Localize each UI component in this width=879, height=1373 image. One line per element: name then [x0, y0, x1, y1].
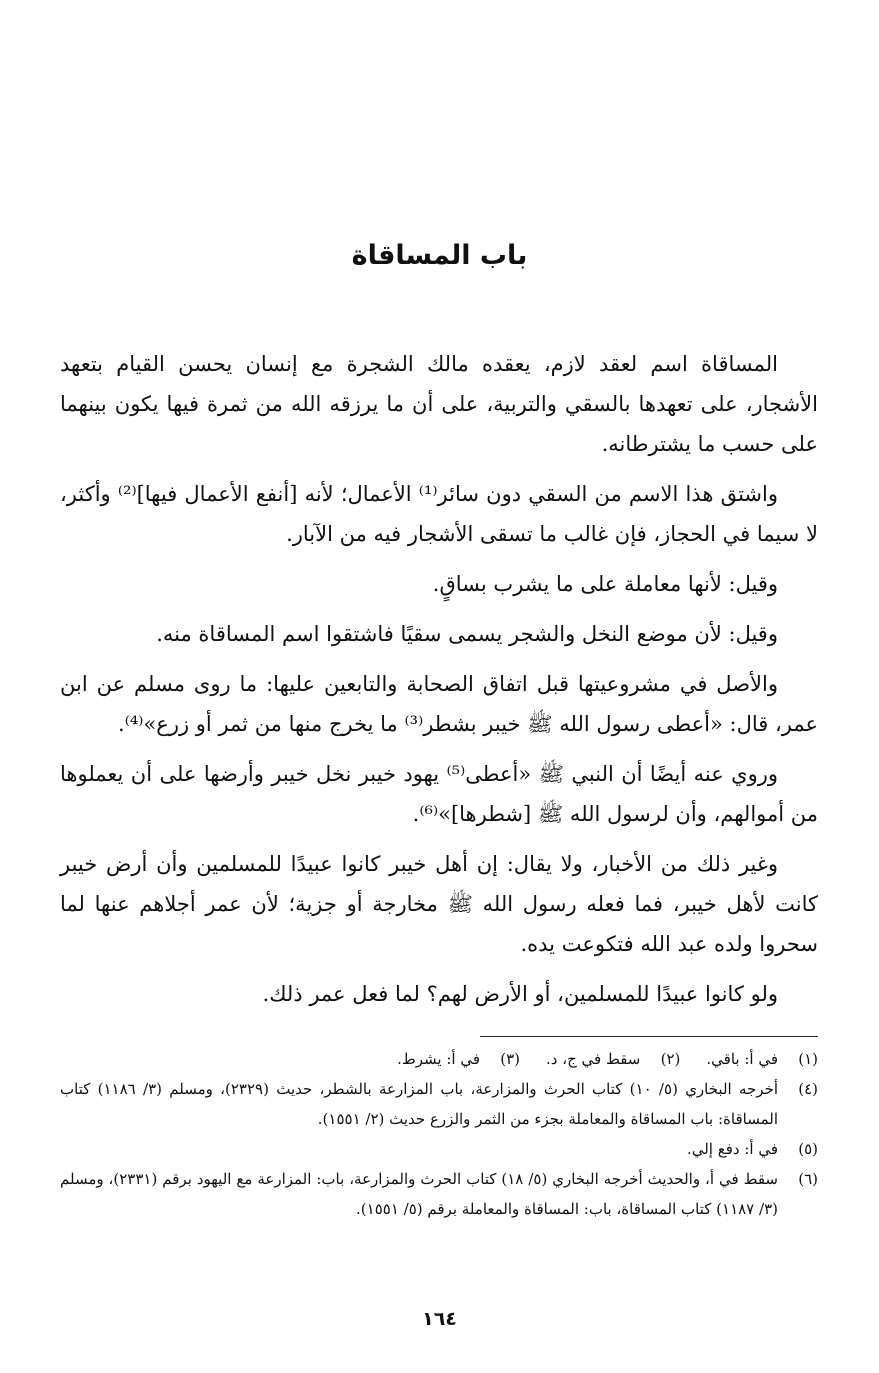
footnote-text: سقط في ج، د.	[546, 1050, 641, 1068]
footnote-number: (١)	[798, 1050, 818, 1068]
footnote-6	[60, 1164, 818, 1224]
footnote-5	[60, 1134, 818, 1164]
paragraph-definition: المساقاة اسم لعقد لازم، يعقده مالك الشجرة مع إنسان يحسن القيام بتعهد الأشجار، على تعهدها بالسقي والتربية، على أن ما يرزقه الله من ثمرة فيها يكون بينهما على حسب ما يشترطانه.	[60, 352, 818, 456]
footnote-1	[706, 1044, 818, 1074]
paragraph-objection: وغير ذلك من الأخبار، ولا يقال: إن أهل خيبر كانوا عبيدًا للمسلمين وأن أرض خيبر كانت لأهل خيبر، فما فعله رسول الله ﷺ مخارجة أو جزية؛ لأن عمر أجلاهم عنها لما سحروا ولده عبد الله فتكوعت يده.	[60, 852, 818, 956]
footnote-row-1-3	[60, 1044, 818, 1074]
paragraph-opinion-1: وقيل: لأنها معاملة على ما يشرب بساقٍ.	[432, 572, 778, 596]
footnotes	[60, 1044, 818, 1224]
footnote-divider	[480, 1036, 818, 1037]
paragraph-opinion-2: وقيل: لأن موضع النخل والشجر يسمى سقيًا فاشتقوا اسم المساقاة منه.	[156, 622, 778, 646]
paragraph-narration: وروي عنه أيضًا أن النبي ﷺ «أعطى⁽⁵⁾ يهود خيبر نخل خيبر وأرضها على أن يعملوها من أموالهم، وأن لرسول الله ﷺ [شطرها]»⁽⁶⁾.	[60, 762, 818, 826]
footnote-number: (٣)	[500, 1050, 521, 1068]
footnote-text: في أ: دفع إلي.	[686, 1140, 778, 1158]
chapter-title: باب المساقاة	[351, 240, 528, 271]
main-text	[60, 344, 818, 1024]
paragraph-conclusion: ولو كانوا عبيدًا للمسلمين، أو الأرض لهم؟ لما فعل عمر ذلك.	[262, 982, 778, 1006]
footnote-3	[397, 1044, 520, 1074]
paragraph-etymology: واشتق هذا الاسم من السقي دون سائر⁽¹⁾ الأعمال؛ لأنه [أنفع الأعمال فيها]⁽²⁾ وأكثر، لا سيما في الحجاز، فإن غالب ما تسقى الأشجار فيه من الآبار.	[60, 482, 818, 546]
footnote-number: (٢)	[660, 1050, 681, 1068]
footnote-number: (٥)	[798, 1140, 818, 1158]
footnote-text: أخرجه البخاري (٥/ ١٠) كتاب الحرث والمزارعة، باب المزارعة بالشطر، حديث (٢٣٢٩)، ومسلم (٣/ ١١٨٦) كتاب المساقاة: باب المساقاة والمعاملة بجزء من الثمر والزرع حديث (٢/ ١٥٥١).	[60, 1080, 779, 1128]
footnote-text: في أ: يشرط.	[397, 1050, 481, 1068]
footnote-number: (٦)	[798, 1170, 818, 1188]
footnote-number: (٤)	[798, 1080, 818, 1098]
page-number: ١٦٤	[422, 1308, 457, 1330]
footnote-text: سقط في أ، والحديث أخرجه البخاري (٥/ ١٨) كتاب الحرث والمزارعة، باب: المزارعة مع اليهود برقم (٢٣٣١)، ومسلم (٣/ ١١٨٧) كتاب المساقاة، باب: المساقاة والمعاملة برقم (٥/ ١٥٥١).	[60, 1170, 778, 1218]
paragraph-legitimacy: والأصل في مشروعيتها قبل اتفاق الصحابة والتابعين عليها: ما روى مسلم عن ابن عمر، قال: «أعطى رسول الله ﷺ خيبر بشطر⁽³⁾ ما يخرج منها من ثمر أو زرع»⁽⁴⁾.	[60, 672, 818, 736]
footnote-2	[546, 1044, 680, 1074]
footnote-text: في أ: باقي.	[706, 1050, 778, 1068]
footnote-4	[60, 1074, 818, 1134]
